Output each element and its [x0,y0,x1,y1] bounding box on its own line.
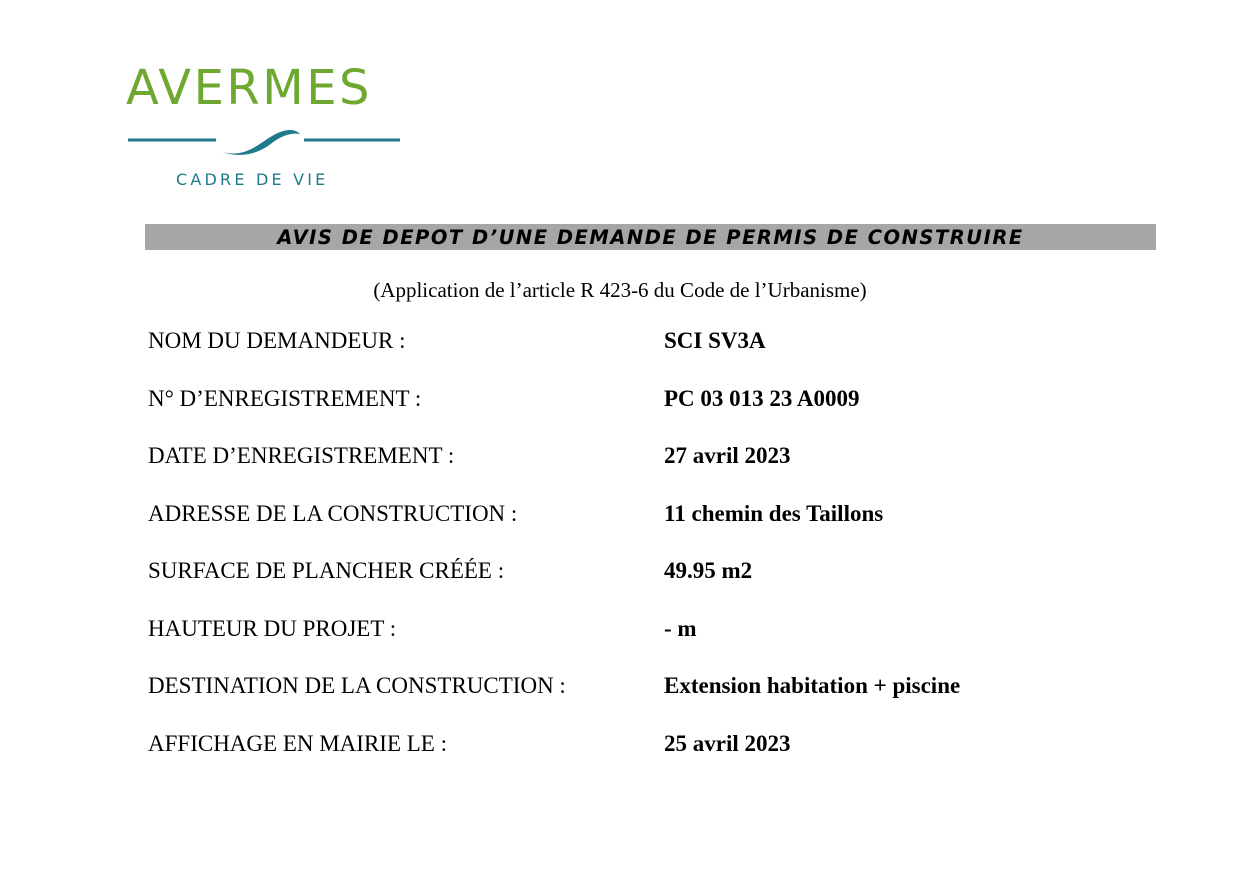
field-label: AFFICHAGE EN MAIRIE LE : [148,730,447,756]
wave-icon [126,124,402,164]
field-row-address [148,501,1148,559]
field-value: 11 chemin des Taillons [664,500,884,526]
title-banner [145,224,1156,250]
field-label: N° D’ENREGISTREMENT : [148,385,422,411]
field-value: PC 03 013 23 A0009 [664,385,860,411]
permit-details [148,328,1148,788]
field-label: ADRESSE DE LA CONSTRUCTION : [148,500,518,526]
field-row-height [148,616,1148,674]
field-row-posting-date [148,731,1148,789]
logo-wordmark: AVERMES [126,60,372,116]
field-row-applicant [148,328,1148,386]
field-value: Extension habitation + piscine [664,673,961,698]
field-row-floor-area [148,558,1148,616]
field-value: 49.95 m2 [664,558,753,583]
field-row-registration-date [148,443,1148,501]
field-row-registration-number [148,386,1148,444]
field-label: DESTINATION DE LA CONSTRUCTION : [148,673,566,698]
field-label: NOM DU DEMANDEUR : [148,328,406,353]
field-value: - m [664,615,697,641]
field-value: 27 avril 2023 [664,443,791,468]
field-label: DATE D’ENREGISTREMENT : [148,443,455,468]
legal-reference: (Application de l’article R 423-6 du Code de l’Urbanisme) [373,278,867,302]
field-value: SCI SV3A [664,328,766,353]
field-row-destination [148,673,1148,731]
field-label: HAUTEUR DU PROJET : [148,615,397,641]
field-value: 25 avril 2023 [664,730,791,756]
field-label: SURFACE DE PLANCHER CRÉÉE : [148,558,505,583]
logo-tagline: CADRE DE VIE [176,170,329,189]
avermes-logo [126,60,402,190]
document-title: AVIS DE DEPOT D’UNE DEMANDE DE PERMIS DE CONSTRUIRE [277,225,1024,249]
